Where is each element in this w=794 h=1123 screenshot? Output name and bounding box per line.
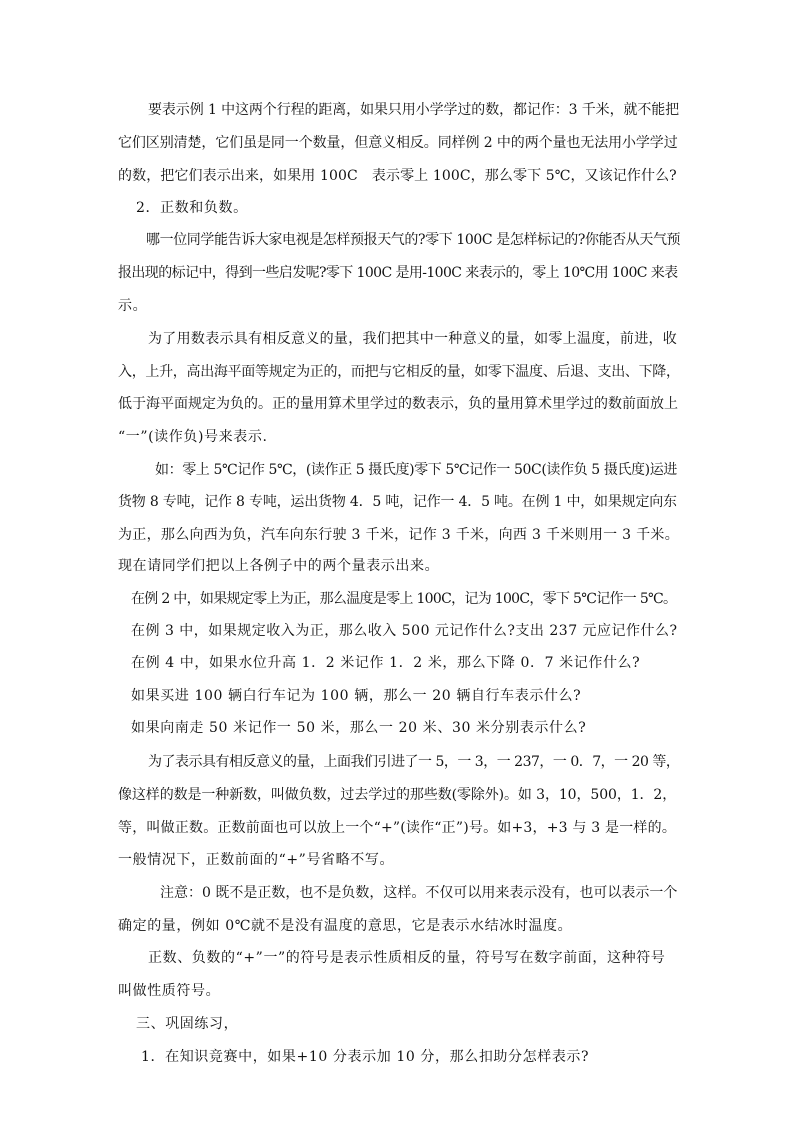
text-line: 为了表示具有相反意义的量，上面我们引进了一 5，一 3，一 237，一 0．7，一 20 等， [148,754,680,770]
text-line: 货物 8 专吨，记作 8 专吨，运出货物 4．5 吨，记作一 4．5 吨。在例 1 中，如果规定向东 [118,494,677,510]
text-line: 在例 2 中，如果规定零上为正，那么温度是零上 100C，记为 100C，零下 5℃记作一 5℃。 [131,591,677,607]
section-heading: 2．正数和负数。 [136,200,248,216]
text-line: 入，上升，高出海平面等规定为正的，而把与它相反的量，如零下温度、后退、支出、下降， [118,364,680,380]
text-line: 报出现的标记中，得到一些启发呢?零下 100C 是用-100C 来表示的，零上 10℃用 100C 来表 [118,265,678,281]
text-line: 它们区别清楚，它们虽是同一个数量，但意义相反。同样例 2 中的两个量也无法用小学学过 [118,135,678,151]
text-line: 在例 4 中，如果水位升高 1．2 米记作 1．2 米，那么下降 0．7 米记作什么? [131,655,641,671]
text-line: 示。 [118,298,148,314]
text-line: 要表示例 1 中这两个行程的距离，如果只用小学学过的数，都记作：3 千米，就不能把 [148,102,680,118]
text-line: 如果向南走 50 米记作一 50 米，那么一 20 米、30 米分别表示什么? [131,720,587,736]
text-line: 叫做性质符号。 [118,983,221,999]
text-line: 如果买进 100 辆白行车记为 100 辆，那么一 20 辆自行车表示什么? [131,688,582,704]
text-line: 的数，把它们表示出来，如果用 100C 表示零上 100C，那么零下 5℃，又该记作什么? [118,168,677,184]
text-line: 注意：0 既不是正数，也不是负数，这样。不仅可以用来表示没有，也可以表示一个 [160,885,678,901]
text-line: 为正，那么向西为负，汽车向东行驶 3 千米，记作 3 千米，向西 3 千米则用一 3 千米。 [118,527,680,543]
text-line: 如：零上 5℃记作 5℃，(读作正 5 摄氏度)零下 5℃记作一 50C(读作负 5 摄氏度)运进 [155,462,677,478]
text-line: 等，叫做正数。正数前面也可以放上一个“+”(读作“正”)号。如+3，+3 与 3 是一样的。 [118,820,677,836]
text-line: 现在请同学们把以上各例子中的两个量表示出来。 [118,558,440,574]
text-line: 在例 3 中，如果规定收入为正，那么收入 500 元记作什么?支出 237 元应记作什么? [131,623,678,639]
text-line: 低于海平面规定为负的。正的量用算术里学过的数表示，负的量用算术里学过的数前面放上 [118,396,678,412]
text-line: 像这样的数是一种新数，叫做负数，过去学过的那些数(零除外)。如 3，10，500，1．2， [118,787,677,803]
section-heading: 三、巩固练习， [136,1016,239,1032]
text-line: 哪一位同学能告诉大家电视是怎样预报天气的?零下 100C 是怎样标记的?你能否从天气预 [146,232,681,248]
text-line: 一般情况下，正数前面的“+”号省略不写。 [118,852,395,868]
text-line: 为了用数表示具有相反意义的量，我们把其中一种意义的量，如零上温度，前进，收 [148,331,678,347]
text-line: “一”(读作负)号来表示. [118,429,268,445]
text-line: 确定的量，例如 0℃就不是没有温度的意思，它是表示水结冰时温度。 [118,918,573,934]
text-line: 1．在知识竞赛中，如果+10 分表示加 10 分，那么扣助分怎样表示? [141,1049,590,1065]
text-line: 正数、负数的“+”一”的符号是表示性质相反的量，符号写在数字前面，这种符号 [148,950,666,966]
